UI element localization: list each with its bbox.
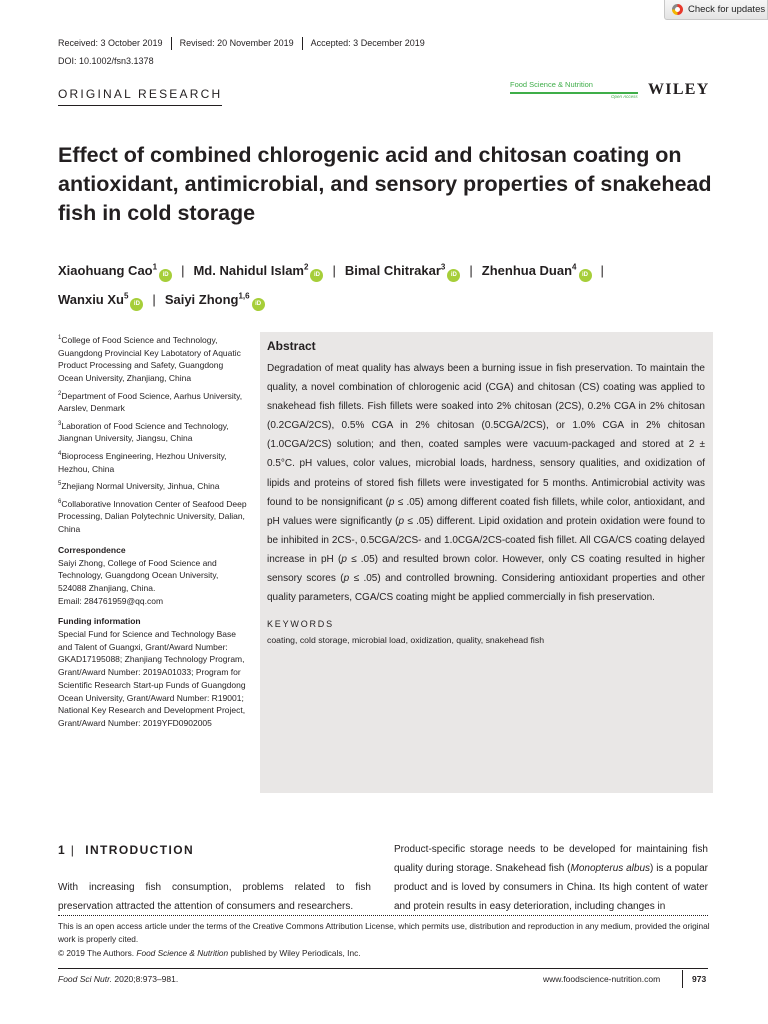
author[interactable] [193,263,323,278]
author-affil-sup: 1,6 [238,291,250,301]
author[interactable] [482,263,592,278]
article-dates [58,37,433,50]
orcid-icon[interactable]: iD [130,298,143,311]
affiliation-text: Laboration of Food Science and Technology, Jiangnan University, Jiangsu, China [58,420,229,444]
orcid-icon[interactable]: iD [252,298,265,311]
affiliation [58,388,248,415]
affiliation-sup: 4 [58,451,62,458]
author-name: Xiaohuang Cao [58,263,153,279]
affiliation-sup: 1 [58,335,62,341]
author-name: Wanxiu Xu [58,291,124,307]
correspondence-heading: Correspondence [58,544,126,555]
author[interactable] [58,263,172,278]
article-type: ORIGINAL RESEARCH [58,87,222,106]
copyright-suffix: published by Wiley Periodicals, Inc. [228,947,361,958]
correspondence-address: Saiyi Zhong, College of Food Science and Technology, Guangdong Ocean University, 524088 Zhanjiang, China. [58,557,219,593]
author-separator: | [152,291,156,307]
section-heading-introduction [58,843,194,857]
author-list [58,255,718,312]
footer-separator [682,970,683,988]
p-symbol: p [388,496,395,508]
funding-heading: Funding information [58,616,141,627]
keywords-heading: KEYWORDS [267,619,334,630]
affiliation-text: Department of Food Science, Aarhus University, Aarslev, Denmark [58,390,243,414]
affiliation-sup: 6 [58,498,62,505]
affiliation-text: Collaborative Innovation Center of Seafood Deep Processing, Dalian Polytechnic University, Dalian, China [58,498,247,535]
accepted-date: Accepted: 3 December 2019 [310,38,425,48]
abstract-text [267,359,705,607]
abstract-segment: ≤ .05) and controlled browning. Considering antioxidant properties and other quality parameters, CGA/CS coating might be applied commercially in fish preservation. [267,573,705,604]
abstract-box [260,332,713,793]
footer-divider [58,968,708,969]
affiliation [58,332,248,385]
section-number: 1 [58,843,65,857]
license-notice [58,920,718,960]
author-name: Bimal Chitrakar [344,263,441,279]
affiliation [58,448,248,475]
abstract-segment: Degradation of meat quality has always been a burning issue in fish preservation. To maintain the quality, a novel combination of chlorogenic acid (CGA) and chitosan (CS) coating was applied to snakehead fish fillets. Fish fillets were soaked into 2% chitosan (2CS), 0.2% CGA in 2% chitosan (0.2CGA/2CS), 0.5% CGA in 2% chitosan (0.5CGA/2CS), or 1.0% CGA in 2% chitosan (1.0CGA/2CS) solution; and then, coated samples were vacuum-packaged and stored at 2 ± 0.5°C. pH values, color values, microbial loads, hardness, sensory qualities, and oxidization of lipids and proteins of stored fish fillets were investigated for 5 months. Antimicrobial activity was found to be nonsignificant ( [267,363,705,508]
author[interactable] [58,292,143,307]
author-affil-sup: 3 [440,263,446,272]
author-separator: | [600,263,604,279]
author[interactable] [345,263,461,278]
license-divider [58,915,708,916]
correspondence-email[interactable]: Email: 284761959@qq.com [58,595,164,606]
copyright-journal: Food Science & Nutrition [136,947,229,958]
crossmark-icon [672,4,683,15]
affiliation-text: Zhejiang Normal University, Jinhua, China [61,481,220,492]
p-symbol: p [341,553,347,565]
footer-volume-pages: 2020;8:973–981. [112,974,179,984]
abstract-heading: Abstract [267,339,316,353]
footer-journal-abbrev: Food Sci Nutr. [58,974,113,984]
doi[interactable]: DOI: 10.1002/fsn3.1378 [58,56,154,66]
intro-segment: ) is a popular product and is loved by consumers in China. Its high content of water and protein results in easy deterioration, including changes in [394,863,708,912]
author-affil-sup: 4 [572,263,577,272]
correspondence-text [58,557,248,608]
p-symbol: p [343,573,350,585]
received-date: Received: 3 October 2019 [58,37,172,50]
sidebar-info [58,332,248,733]
section-separator: | [70,843,76,857]
author-affil-sup: 1 [152,263,158,272]
footer-citation [58,974,178,984]
abstract-segment: ≤ .05) and resulted brown color. However, only CS coating resulted in higher sensory scores ( [267,553,705,585]
revised-date: Revised: 20 November 2019 [172,37,303,50]
affiliation [58,478,248,493]
affiliation-text: College of Food Science and Technology, Guangdong Provincial Key Labotatory of Aquatic Product Processing and Safety, Guangdong Ocean University, Zhanjiang, China [58,334,241,383]
page-number: 973 [692,974,707,984]
author-separator: | [332,263,336,279]
author-separator: | [181,263,185,279]
author-name: Zhenhua Duan [481,263,573,279]
intro-segment: Product-specific storage needs to be developed for maintaining fish quality during storage. Snakehead fish ( [394,844,708,874]
affiliation-text: Bioprocess Engineering, Hezhou University, Hezhou, China [58,450,227,474]
intro-column-left: With increasing fish consumption, problems related to fish preservation attracted the attention of consumers and researchers. [58,882,371,912]
affiliation [58,418,248,445]
author-name: Md. Nahidul Islam [193,263,304,279]
abstract-segment: ≤ .05) among different coated fish fillets, while color, antioxidant, and pH values were significantly ( [267,496,705,527]
license-text: This is an open access article under the terms of the Creative Commons Attribution License, which permits use, distribution and reproduction in any medium, provided the original work is properly cited. [58,921,710,945]
check-for-updates-label: Check for updates [688,4,766,15]
author-separator: | [469,263,473,279]
species-name: Monopterus albus [570,863,651,874]
orcid-icon[interactable]: iD [579,269,592,282]
article-title: Effect of combined chlorogenic acid and chitosan coating on antioxidant, antimicrobial, and sensory properties of snakehead fish in cold storage [58,143,712,225]
author[interactable] [165,292,265,307]
orcid-icon[interactable]: iD [159,269,172,282]
section-title: INTRODUCTION [85,843,195,857]
affiliation-sup: 3 [58,420,62,427]
copyright-prefix: © 2019 The Authors. [58,947,137,958]
affiliation-sup: 2 [58,390,62,397]
footer-url[interactable]: www.foodscience-nutrition.com [543,974,661,984]
orcid-icon[interactable]: iD [447,269,460,282]
affiliation [58,496,248,536]
copyright-line [58,947,718,960]
keywords-text: coating, cold storage, microbial load, oxidization, quality, snakehead fish [267,635,545,646]
abstract-segment: ≤ .05) different. Lipid oxidation and protein oxidation were found to be inhibited in 2CS-, 0.5CGA/2CS- and 1.0CGA/2CS-coated fish fillet. All CGA/CS coating delayed increase in pH ( [267,515,705,565]
open-access-label: Open Access [611,94,638,99]
journal-name: Food Science & Nutrition [510,80,593,89]
publisher-logo: WILEY [648,81,710,98]
affiliation-sup: 5 [58,481,62,488]
check-for-updates-button[interactable] [664,0,768,20]
author-affil-sup: 2 [303,263,309,272]
author-name: Saiyi Zhong [164,291,239,307]
funding-text: Special Fund for Science and Technology Base and Talent of Guangxi, Grant/Award Number: GKAD17195088; Zhanjiang Technology Program, Grant/Award Number: 2019A01033; Program for Scientific Research Start-up Funds of Guangdong Ocean University, Grant/Award Number: R19001; National Key Research and Development Project, Grant/Award Number: 2019YFD0902005 [58,629,246,728]
author-affil-sup: 5 [123,291,129,301]
orcid-icon[interactable]: iD [310,269,323,282]
intro-column-right [394,840,708,916]
p-symbol: p [398,515,405,527]
